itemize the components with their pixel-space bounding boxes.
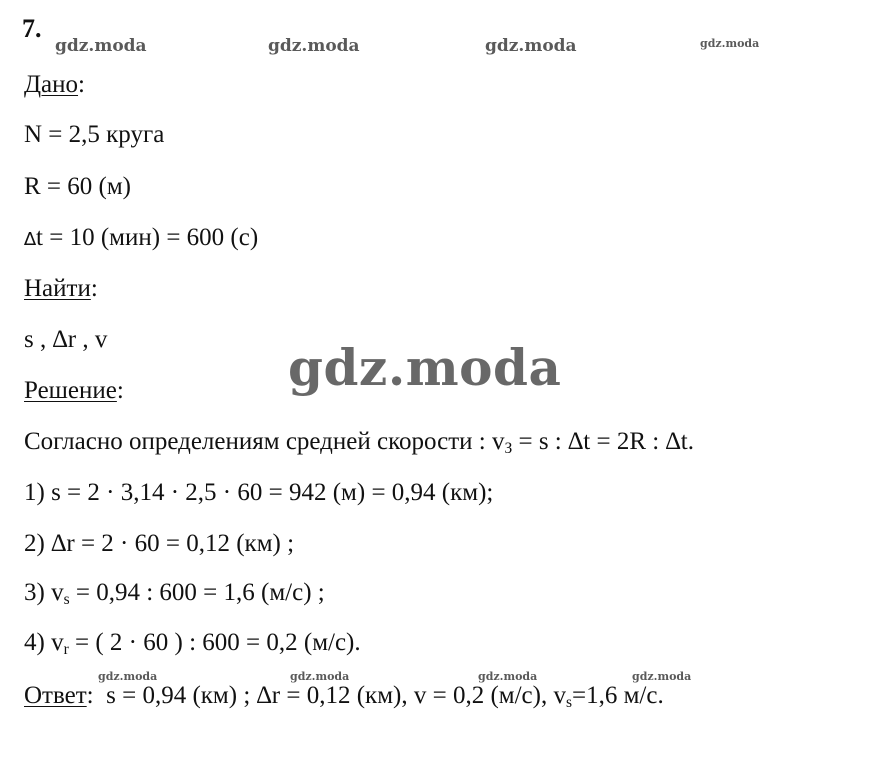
solution-heading-line xyxy=(24,376,124,406)
problem-number: 7. xyxy=(22,14,42,43)
given-colon: : xyxy=(78,71,85,98)
solution-intro-text-end: = s : ∆t = 2R : ∆t. xyxy=(512,428,694,455)
watermark: gdz.moda xyxy=(485,36,577,56)
subscript: s xyxy=(63,590,70,608)
find-line: s , ∆r , v xyxy=(24,326,108,353)
solution-step-3 xyxy=(24,578,325,615)
subscript: З xyxy=(504,439,513,457)
solution-intro xyxy=(24,427,694,464)
given-heading-line xyxy=(24,70,85,100)
solution-heading: Решение xyxy=(24,377,117,404)
find-heading: Найти xyxy=(24,275,91,302)
solution-colon: : xyxy=(116,377,124,404)
watermark: gdz.moda xyxy=(98,670,158,683)
watermark: gdz.moda xyxy=(55,36,147,56)
given-line-n: N = 2,5 круга xyxy=(24,121,165,148)
answer-heading: Ответ xyxy=(24,682,87,709)
step3-start: 3) v xyxy=(24,579,64,606)
find-heading-line xyxy=(24,274,98,304)
answer-line xyxy=(24,681,664,718)
step4-end: = ( 2 · 60 ) : 600 = 0,2 (м/с). xyxy=(68,629,361,656)
find-colon: : xyxy=(90,275,98,302)
watermark: gdz.moda xyxy=(700,37,760,50)
solution-step-4 xyxy=(24,628,361,665)
watermark: gdz.moda xyxy=(290,670,350,683)
solution-intro-text: Согласно определениям средней скорости : v xyxy=(24,428,505,455)
subscript: r xyxy=(63,640,69,658)
watermark: gdz.moda xyxy=(632,670,692,683)
subscript: s xyxy=(565,693,573,711)
watermark-large: gdz.moda xyxy=(288,338,562,397)
answer-text-end: =1,6 м/с. xyxy=(572,682,664,709)
given-heading: Дано xyxy=(24,71,79,98)
answer-text: s = 0,94 (км) ; ∆r = 0,12 (км), v = 0,2 (м/с), v xyxy=(93,682,566,709)
watermark: gdz.moda xyxy=(478,670,538,683)
given-line-r: R = 60 (м) xyxy=(24,173,131,200)
step3-end: = 0,94 : 600 = 1,6 (м/с) ; xyxy=(69,579,325,606)
watermark: gdz.moda xyxy=(268,36,360,56)
solution-step-2: 2) ∆r = 2 · 60 = 0,12 (км) ; xyxy=(24,530,295,557)
answer-colon: : xyxy=(86,682,94,709)
given-line-dt xyxy=(24,223,258,255)
step4-start: 4) v xyxy=(24,629,64,656)
solution-step-1: 1) s = 2 · 3,14 · 2,5 · 60 = 942 (м) = 0,94 (км); xyxy=(24,479,494,506)
given-dt-text: t = 10 (мин) = 600 (с) xyxy=(36,224,259,251)
delta-symbol: ∆ xyxy=(24,229,37,250)
